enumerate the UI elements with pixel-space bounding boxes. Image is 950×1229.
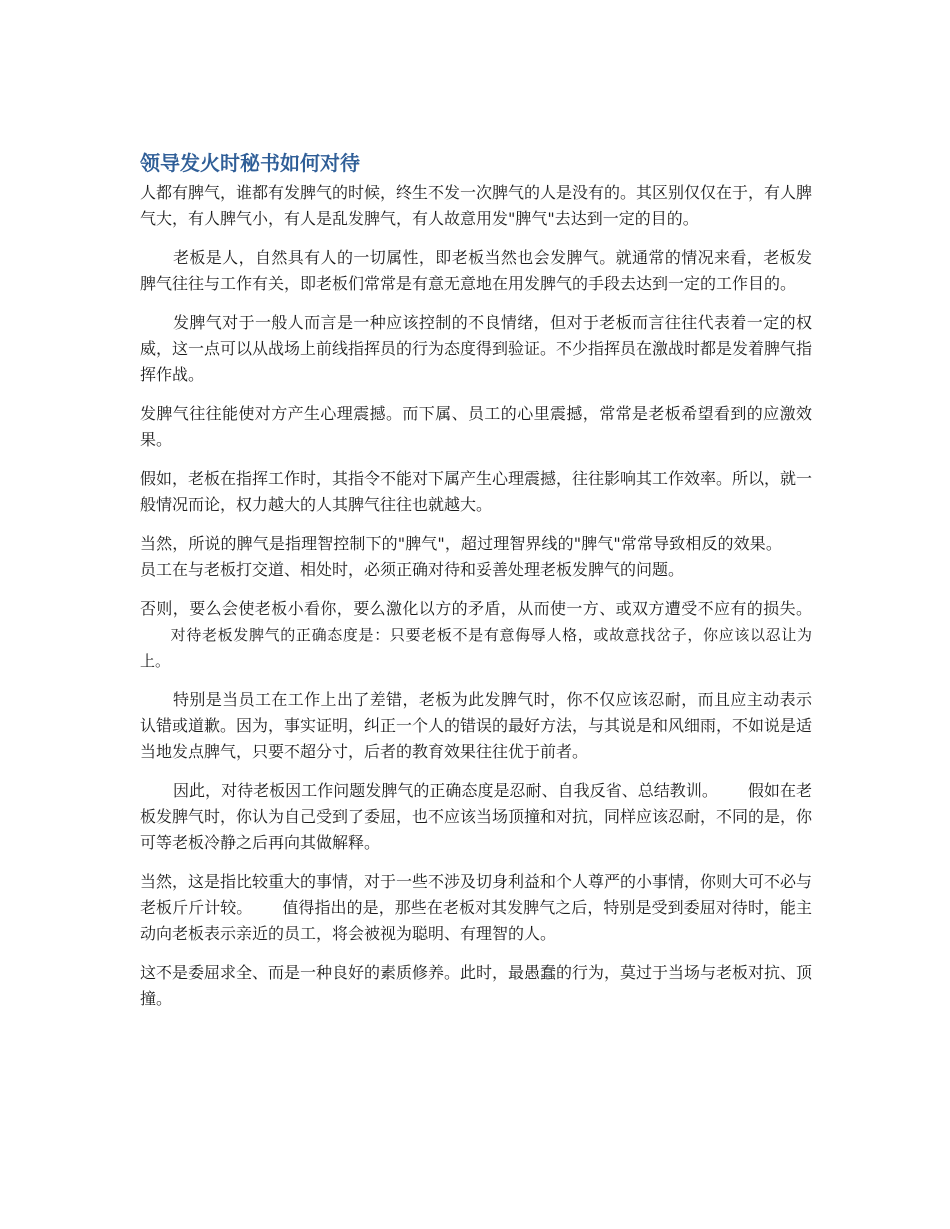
paragraph <box>140 531 812 583</box>
paragraph-text: 假如在老板发脾气时，你认为自己受到了委屈，也不应该当场顶撞和对抗，同样应该忍耐，不同的是，你可等老板冷静之后再向其做解释。 <box>140 781 813 852</box>
paragraph <box>140 180 812 232</box>
paragraph <box>140 401 812 453</box>
paragraph-text: 人都有脾气，谁都有发脾气的时候，终生不发一次脾气的人是没有的。其区别仅仅在于，有人脾气大，有人脾气小，有人是乱发脾气，有人故意用发"脾气"去达到一定的目的。 <box>140 183 813 228</box>
paragraph <box>140 687 812 765</box>
paragraph-text: 特别是当员工在工作上出了差错，老板为此发脾气时，你不仅应该忍耐，而且应主动表示认错或道歉。因为，事实证明，纠正一个人的错误的最好方法，与其说是和风细雨，不如说是适当地发点脾气，只要不超分寸，后者的教育效果往往优于前者。 <box>140 690 813 761</box>
paragraph-text: 当然，所说的脾气是指理智控制下的"脾气"，超过理智界线的"脾气"常常导致相反的效果。 <box>140 534 782 553</box>
paragraph-text: 否则，要么会使老板小看你，要么激化以方的矛盾，从而使一方、或双方遭受不应有的损失。 <box>140 599 812 618</box>
paragraph <box>140 960 812 1012</box>
paragraph-text: 对待老板发脾气的正确态度是：只要老板不是有意侮辱人格，或故意找岔子，你应该以忍让为上。 <box>140 626 812 670</box>
paragraph-text: 当然，这是指比较重大的事情，对于一些不涉及切身利益和个人尊严的小事情，你则大可不必与老板斤斤计较。 <box>140 872 813 917</box>
paragraph-text: 值得指出的是，那些在老板对其发脾气之后，特别是受到委屈对待时，能主动向老板表示亲近的员工，将会被视为聪明、有理智的人。 <box>140 898 812 943</box>
paragraph-text: 假如，老板在指挥工作时，其指令不能对下属产生心理震撼，往往影响其工作效率。所以，就一般情况而论，权力越大的人其脾气往往也就越大。 <box>140 469 813 514</box>
paragraph <box>140 869 812 947</box>
paragraph <box>140 310 812 388</box>
paragraph-text: 老板是人，自然具有人的一切属性，即老板当然也会发脾气。就通常的情况来看，老板发脾气往往与工作有关，即老板们常常是有意无意地在用发脾气的手段去达到一定的工作目的。 <box>140 248 812 293</box>
paragraph <box>140 466 812 518</box>
document-page <box>140 148 812 1025</box>
paragraph-text: 这不是委屈求全、而是一种良好的素质修养。此时，最愚蠢的行为，莫过于当场与老板对抗、顶撞。 <box>140 963 813 1008</box>
paragraph <box>140 596 812 674</box>
paragraph-text: 发脾气往往能使对方产生心理震撼。而下属、员工的心里震撼，常常是老板希望看到的应激效果。 <box>140 404 812 449</box>
paragraph <box>140 778 812 856</box>
paragraph <box>140 245 812 297</box>
paragraph-text: 员工在与老板打交道、相处时，必须正确对待和妥善处理老板发脾气的问题。 <box>140 560 685 579</box>
document-title: 领导发火时秘书如何对待 <box>140 151 360 175</box>
paragraph-text: 发脾气对于一般人而言是一种应该控制的不良情绪，但对于老板而言往往代表着一定的权威，这一点可以从战场上前线指挥员的行为态度得到验证。不少指挥员在激战时都是发着脾气指挥作战。 <box>140 313 813 384</box>
paragraph-text: 因此，对待老板因工作问题发脾气的正确态度是忍耐、自我反省、总结教训。 <box>173 781 718 800</box>
